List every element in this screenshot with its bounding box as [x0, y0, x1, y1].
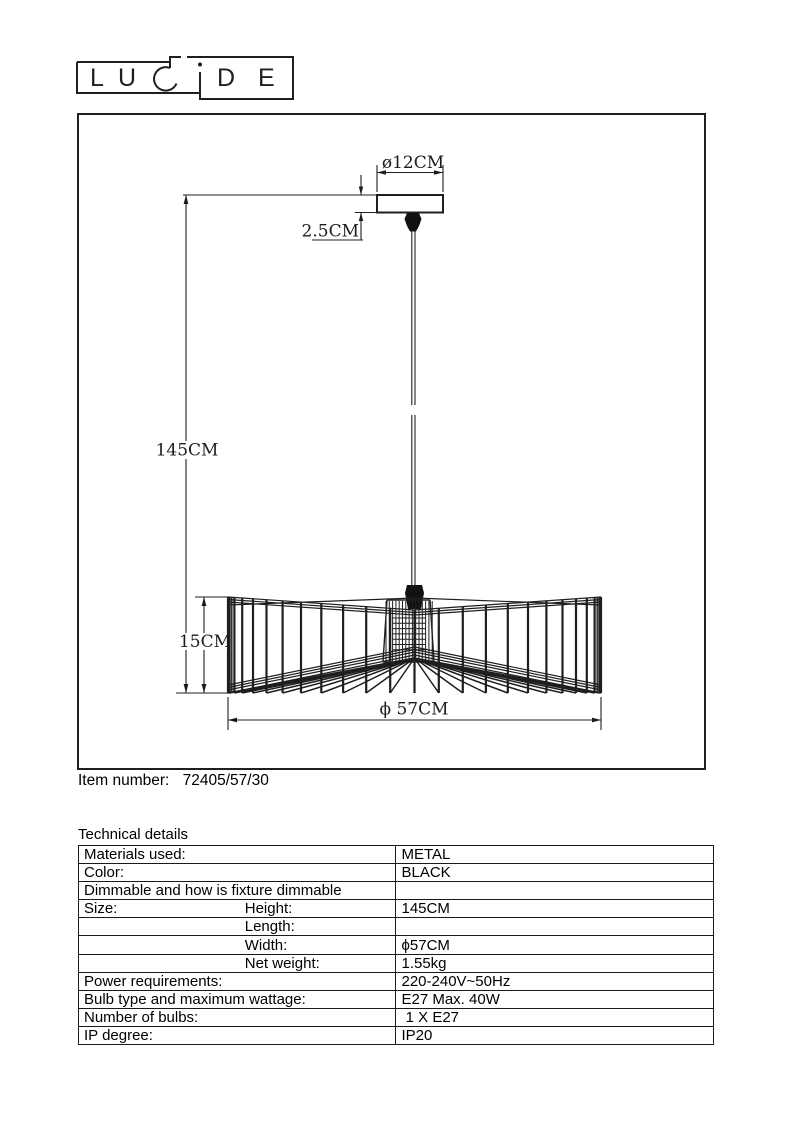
row-sublabel: Width:: [240, 936, 396, 954]
total-height-label: 145CM: [155, 440, 219, 461]
table-row: [79, 954, 714, 972]
table-row: [79, 900, 714, 918]
item-number-line: [78, 772, 269, 790]
row-value: [396, 918, 714, 936]
row-value: E27 Max. 40W: [396, 990, 714, 1008]
row-label: Size:: [79, 900, 240, 918]
table-row: [79, 972, 714, 990]
row-value: ϕ57CM: [396, 936, 714, 954]
lucide-logo: [70, 48, 300, 103]
arrow-down-icon: [202, 684, 207, 693]
row-label: [79, 918, 240, 936]
arrow-right-icon: [592, 718, 601, 723]
row-label: Bulb type and maximum wattage:: [79, 990, 396, 1008]
table-row: [79, 864, 714, 882]
row-value: METAL: [396, 846, 714, 864]
item-number-value: 72405/57/30: [182, 772, 269, 789]
arrow-up-icon: [202, 597, 207, 606]
logo-letter-c-glyph: [154, 67, 176, 90]
shade-height-label: 15CM: [178, 632, 232, 652]
table-row: [79, 990, 714, 1008]
dim-shade-height: [179, 597, 231, 693]
row-label: IP degree:: [84, 1026, 153, 1044]
cord-ferrule: [405, 213, 422, 232]
technical-drawing-frame: [77, 113, 706, 770]
logo-letter-l: L: [90, 64, 104, 92]
row-sublabel: Height:: [240, 900, 396, 918]
row-label: Power requirements:: [79, 972, 396, 990]
inner-cage-wires: [386, 601, 432, 661]
table-row: [79, 1008, 714, 1026]
row-value: BLACK: [396, 864, 714, 882]
canopy-height-label: 2.5CM: [301, 221, 359, 242]
suspension-cord: [412, 231, 415, 585]
technical-details-heading: Technical details: [78, 826, 189, 843]
logo-letter-i-dot: [198, 63, 202, 67]
row-value: 145CM: [396, 900, 714, 918]
table-row: [79, 882, 714, 900]
row-value: IP20: [396, 1026, 714, 1044]
pendant-lamp-drawing: [77, 113, 706, 770]
technical-details-table: [78, 845, 714, 1045]
ceiling-canopy: [377, 195, 443, 213]
table-row: [79, 918, 714, 936]
row-label: [79, 954, 240, 972]
dim-shade-diameter: [228, 697, 601, 730]
canopy-diameter-label: ø12CM: [381, 153, 445, 173]
row-label: Dimmable and how is fixture dimmable: [79, 882, 396, 900]
arrow-left-icon: [228, 718, 237, 723]
table-row: [79, 846, 714, 864]
logo-letter-u: U: [118, 64, 137, 92]
dim-canopy-height: [302, 175, 377, 242]
row-value: 1.55kg: [396, 954, 714, 972]
row-label: Color:: [79, 864, 396, 882]
shade-diameter-label: ϕ 57CM: [379, 699, 449, 720]
arrow-down-icon: [184, 684, 189, 693]
row-value: [396, 882, 714, 900]
logo-letter-e: E: [258, 64, 275, 92]
lamp-socket: [405, 585, 424, 609]
table-row: [79, 1026, 714, 1044]
row-label: Number of bulbs:: [79, 1008, 396, 1026]
row-sublabel: Length:: [240, 918, 396, 936]
arrow-up-icon: [184, 195, 189, 204]
item-number-label: Item number:: [78, 772, 170, 789]
table-row: [79, 936, 714, 954]
row-label: [79, 936, 240, 954]
row-label: Materials used:: [79, 846, 396, 864]
row-sublabel: Net weight:: [240, 954, 396, 972]
dim-canopy-diameter: [377, 153, 444, 192]
logo-letter-d: D: [217, 64, 236, 92]
arrow-up-icon: [359, 213, 363, 222]
row-value: 220-240V~50Hz: [396, 972, 714, 990]
row-value: 1 X E27: [396, 1008, 714, 1026]
arrow-down-icon: [359, 187, 363, 196]
